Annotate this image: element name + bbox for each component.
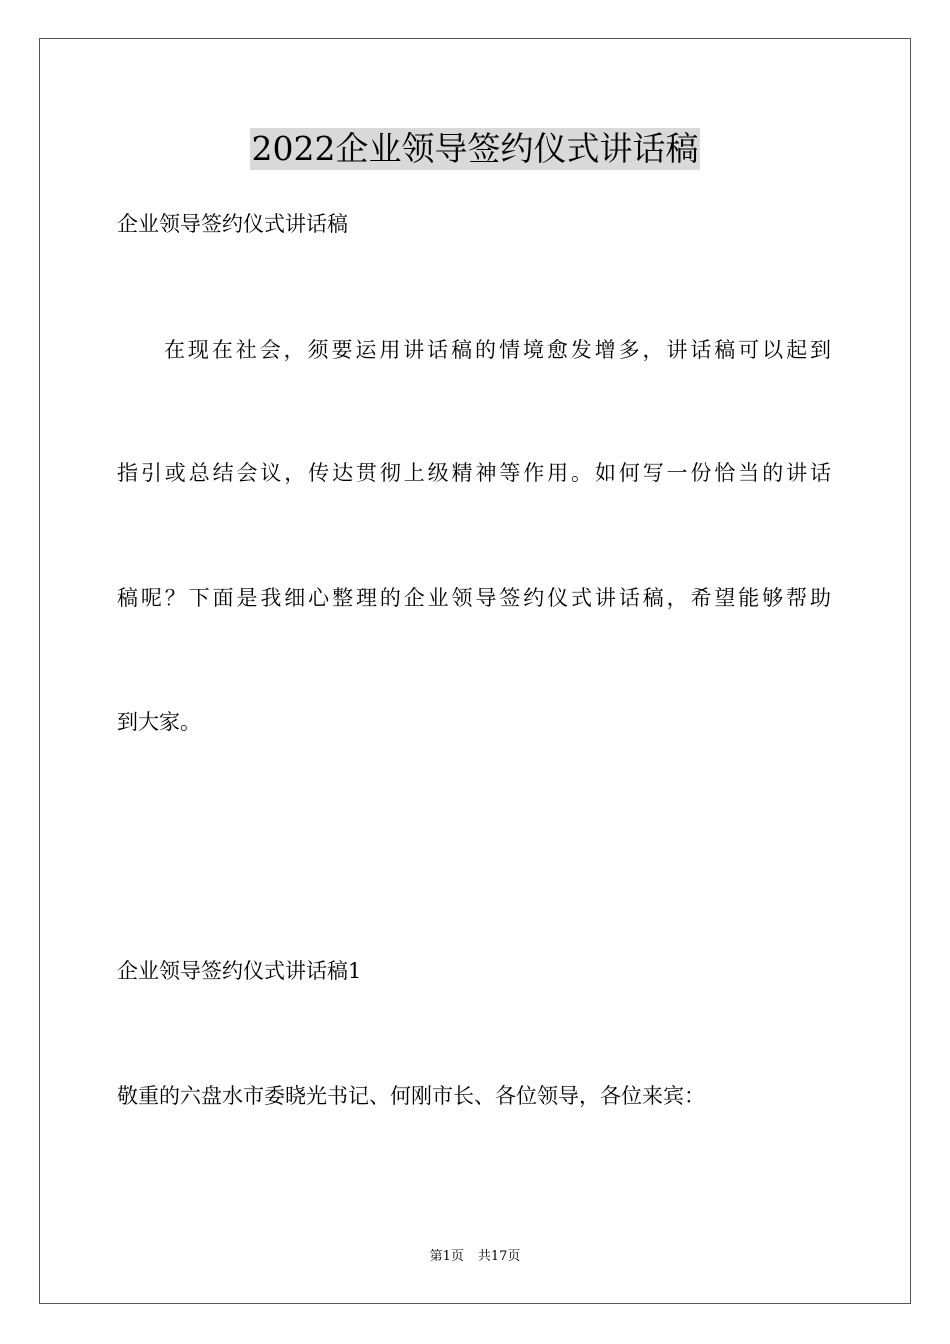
page-number: 第1页	[429, 1249, 464, 1264]
page-total: 共17页	[477, 1249, 521, 1264]
document-subtitle: 企业领导签约仪式讲话稿	[117, 212, 348, 236]
page-footer	[0, 1248, 950, 1266]
document-title	[0, 128, 950, 170]
document-title-text: 2022企业领导签约仪式讲话稿	[251, 129, 699, 168]
intro-line-1: 在现在社会，须要运用讲话稿的情境愈发增多，讲话稿可以起到	[164, 338, 831, 362]
intro-line-3: 稿呢？下面是我细心整理的企业领导签约仪式讲话稿，希望能够帮助	[117, 586, 831, 610]
intro-line-2: 指引或总结会议，传达贯彻上级精神等作用。如何写一份恰当的讲话	[117, 461, 831, 485]
salutation: 敬重的六盘水市委晓光书记、何刚市长、各位领导，各位来宾：	[117, 1084, 705, 1108]
intro-line-4: 到大家。	[117, 710, 201, 734]
section-heading: 企业领导签约仪式讲话稿1	[117, 959, 362, 983]
